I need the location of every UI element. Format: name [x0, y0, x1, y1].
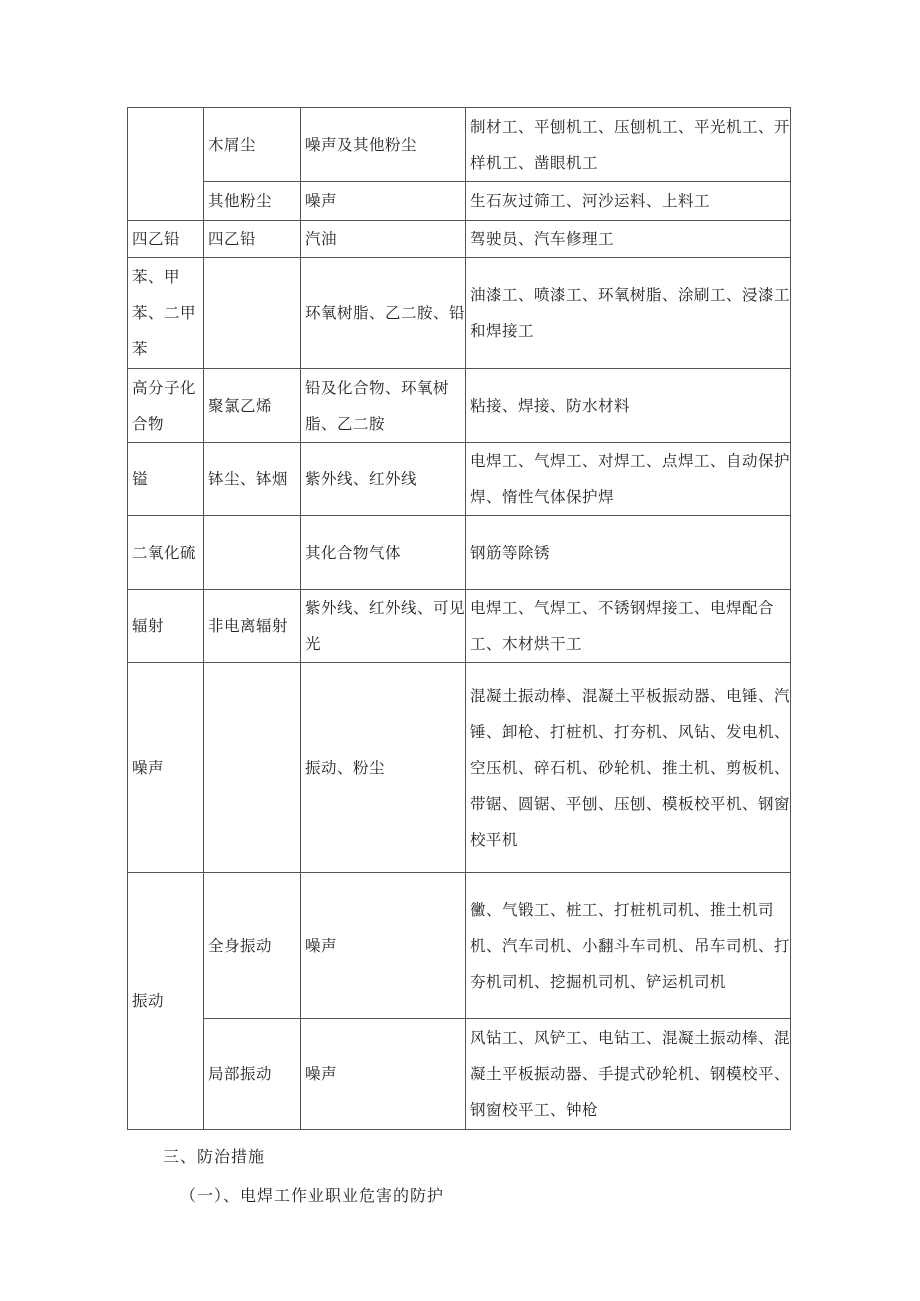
cell-co-hazard: 铅及化合物、环氧树脂、乙二胺	[301, 369, 466, 443]
cell-subtype: 全身振动	[204, 873, 301, 1019]
cell-co-hazard: 紫外线、红外线、可见光	[301, 590, 466, 663]
section-heading: 三、防治措施	[163, 1147, 266, 1166]
subsection-heading: （一）、电焊工作业职业危害的防护	[180, 1186, 445, 1205]
cell-occupation: 生石灰过筛工、河沙运料、上料工	[466, 182, 791, 221]
cell-category: 高分子化合物	[128, 369, 204, 443]
cell-subtype: 其他粉尘	[204, 182, 301, 221]
table-row	[128, 108, 791, 182]
cell-occupation: 油漆工、喷漆工、环氧树脂、涂刷工、浸漆工和焊接工	[466, 258, 791, 369]
table-row	[128, 182, 791, 221]
cell-co-hazard: 噪声	[301, 182, 466, 221]
cell-category: 四乙铅	[128, 221, 204, 258]
table-row	[128, 663, 791, 873]
cell-category: 二氧化硫	[128, 516, 204, 590]
cell-occupation: 钢筋等除锈	[466, 516, 791, 590]
cell-occupation: 电焊工、气焊工、不锈钢焊接工、电焊配合工、木材烘干工	[466, 590, 791, 663]
cell-subtype: 四乙铅	[204, 221, 301, 258]
cell-co-hazard: 其化合物气体	[301, 516, 466, 590]
table-row	[128, 369, 791, 443]
cell-category: 噪声	[128, 663, 204, 873]
cell-subtype: 局部振动	[204, 1019, 301, 1130]
cell-subtype	[204, 516, 301, 590]
cell-occupation: 混凝土振动棒、混凝土平板振动器、电锤、汽锤、卸枪、打桩机、打夯机、风钻、发电机、空压机、碎石机、砂轮机、推土机、剪板机、带锯、圆锯、平刨、压刨、模板校平机、钢窗校平机	[466, 663, 791, 873]
cell-co-hazard: 紫外线、红外线	[301, 443, 466, 516]
cell-occupation: 粘接、焊接、防水材料	[466, 369, 791, 443]
cell-occupation: 驾驶员、汽车修理工	[466, 221, 791, 258]
cell-occupation: 风钻工、风铲工、电钻工、混凝土振动棒、混凝土平板振动器、手提式砂轮机、钢模校平、钢窗校平工、钟枪	[466, 1019, 791, 1130]
cell-category	[128, 108, 204, 221]
table-row	[128, 258, 791, 369]
cell-subtype: 木屑尘	[204, 108, 301, 182]
cell-subtype	[204, 258, 301, 369]
cell-co-hazard: 噪声	[301, 873, 466, 1019]
cell-co-hazard: 环氧树脂、乙二胺、铅	[301, 258, 466, 369]
cell-co-hazard: 振动、粉尘	[301, 663, 466, 873]
table-row	[128, 590, 791, 663]
table-row	[128, 443, 791, 516]
cell-occupation: 制材工、平刨机工、压刨机工、平光机工、开样机工、凿眼机工	[466, 108, 791, 182]
table-row	[128, 873, 791, 1019]
cell-occupation: 黴、气锻工、桩工、打桩机司机、推土机司机、汽车司机、小翻斗车司机、吊车司机、打夯机司机、挖掘机司机、铲运机司机	[466, 873, 791, 1019]
table-row	[128, 1019, 791, 1130]
cell-subtype: 钵尘、钵烟	[204, 443, 301, 516]
hazard-table	[127, 107, 791, 1130]
cell-category: 振动	[128, 873, 204, 1130]
cell-category: 镒	[128, 443, 204, 516]
cell-co-hazard: 汽油	[301, 221, 466, 258]
cell-category: 辐射	[128, 590, 204, 663]
cell-co-hazard: 噪声及其他粉尘	[301, 108, 466, 182]
table-row	[128, 221, 791, 258]
cell-subtype	[204, 663, 301, 873]
cell-co-hazard: 噪声	[301, 1019, 466, 1130]
cell-occupation: 电焊工、气焊工、对焊工、点焊工、自动保护焊、惰性气体保护焊	[466, 443, 791, 516]
table-row	[128, 516, 791, 590]
cell-category: 苯、甲苯、二甲苯	[128, 258, 204, 369]
cell-subtype: 聚氯乙烯	[204, 369, 301, 443]
cell-subtype: 非电离辐射	[204, 590, 301, 663]
